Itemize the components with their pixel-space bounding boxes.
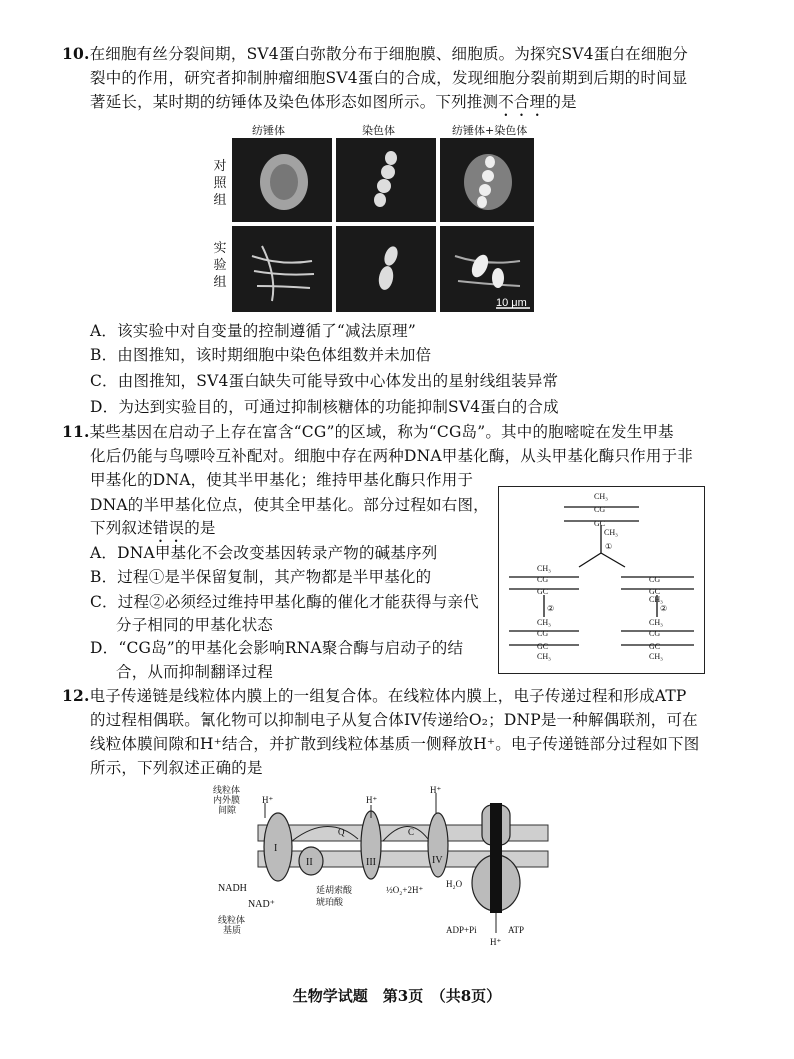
nadh-label: NADH xyxy=(218,883,247,894)
q10-number: 10. xyxy=(62,44,90,63)
cg-bl: CG xyxy=(537,629,549,638)
gc-left: GC xyxy=(537,587,549,596)
cg-right: CG xyxy=(649,575,661,584)
q11-emphasis: 错误 xyxy=(152,519,185,537)
q11-line2: 化后仍能与鸟嘌呤互补配对。细胞中存在两种DNA甲基化酶，从头甲基化酶只作用于非 xyxy=(90,447,693,465)
gc-right: GC xyxy=(649,587,661,596)
label-space-1: 线粒体 xyxy=(213,785,241,795)
q12-line3: 线粒体膜间隙和H⁺结合，并扩散到线粒体基质一侧释放H⁺。电子传递链部分过程如下图 xyxy=(90,735,700,753)
q10-line3 xyxy=(90,91,577,120)
adp-label: ADP+Pi xyxy=(446,925,477,935)
col-label-merged: 纺锤体+染色体 xyxy=(452,124,528,137)
q11-option-b: B．过程①是半保留复制，其产物都是半甲基化的 xyxy=(90,568,432,586)
row-label-experiment: 实 验 组 xyxy=(213,241,227,290)
ch3-right: CH₃ xyxy=(649,595,663,604)
q10-text: 在细胞有丝分裂间期，SV4蛋白弥散分布于细胞膜、细胞质。为探究SV4蛋白在细胞分 xyxy=(89,45,688,63)
q10-emphasis: 不合理 xyxy=(498,93,546,111)
quinone: Q xyxy=(338,827,345,837)
label-space-2: 内外膜 xyxy=(213,795,241,805)
atp-label: ATP xyxy=(508,925,525,935)
oxygen-label: ½O₂+2H⁺ xyxy=(386,885,424,895)
ch3-top-lower: CH₃ xyxy=(604,528,618,537)
hplus-2: H⁺ xyxy=(366,795,378,805)
methylation-diagram xyxy=(498,486,705,674)
succinate-label: 琥珀酸 xyxy=(316,897,344,907)
q11-option-c2: 分子相同的甲基化状态 xyxy=(116,616,274,634)
q11-option-a: A．DNA甲基化不会改变基因转录产物的碱基序列 xyxy=(90,544,438,562)
micro-panel-control-merged xyxy=(440,138,534,222)
q12-line4: 所示，下列叙述正确的是 xyxy=(90,759,263,777)
ch3-bl-top: CH₃ xyxy=(537,618,551,627)
q10-option-d: D．为达到实验目的，可通过抑制核糖体的功能抑制SV4蛋白的合成 xyxy=(90,398,559,416)
step1-label: ① xyxy=(605,542,613,551)
electron-transport-chain-figure xyxy=(208,783,568,963)
complex-i: I xyxy=(274,843,278,854)
fumarate-label: 延胡索酸 xyxy=(316,885,353,895)
water-label: H₂O xyxy=(446,879,463,889)
step2-left: ② xyxy=(547,604,555,613)
hplus-3: H⁺ xyxy=(430,785,442,795)
ch3-top: CH₃ xyxy=(594,492,608,501)
q12-line2: 的过程相偶联。氰化物可以抑制电子从复合体IV传递给O₂；DNP是一种解偶联剂，可在 xyxy=(90,711,698,729)
label-space-3: 间隙 xyxy=(218,805,237,815)
step2-right: ② xyxy=(660,604,668,613)
micro-panel-experiment-merged xyxy=(440,226,534,312)
cg-left: CG xyxy=(537,575,549,584)
ch3-bl-bottom: CH₃ xyxy=(537,652,551,661)
q10-line1 xyxy=(62,43,688,65)
gc-bl: GC xyxy=(537,642,549,651)
hplus-4: H⁺ xyxy=(490,937,502,947)
cg-br: CG xyxy=(649,629,661,638)
gc-top: GC xyxy=(594,519,606,528)
methylation-svg xyxy=(499,487,704,673)
q10-option-c: C．由图推知，SV4蛋白缺失可能导致中心体发出的星射线组装异常 xyxy=(90,372,559,390)
q11-line3: 甲基化的DNA，使其半甲基化；维持甲基化酶只作用于 xyxy=(90,471,474,489)
q11-option-d1: D．“CG岛”的甲基化会影响RNA聚合酶与启动子的结 xyxy=(90,639,464,657)
q12-line1 xyxy=(62,685,687,707)
q10-line3-a: 著延长，某时期的纺锤体及染色体形态如图所示。下列推测 xyxy=(90,93,499,111)
q11-text: 某些基因在启动子上存在富含“CG”的区域，称为“CG岛”。其中的胞嘧啶在发生甲基 xyxy=(89,423,674,441)
q10-line2: 裂中的作用，研究者抑制肿瘤细胞SV4蛋白的合成，发现细胞分裂前期到后期的时间显 xyxy=(90,69,688,87)
micro-panel-control-chromosome xyxy=(336,138,436,222)
q12-number: 12. xyxy=(62,686,90,705)
q10-option-b: B．由图推知，该时期细胞中染色体组数并未加倍 xyxy=(90,346,432,364)
micro-panel-experiment-chromosome xyxy=(336,226,436,312)
label-matrix-2: 基质 xyxy=(223,925,242,935)
ch3-br-bottom: CH₃ xyxy=(649,652,663,661)
q12-text: 电子传递链是线粒体内膜上的一组复合体。在线粒体内膜上，电子传递过程和形成ATP xyxy=(89,687,687,705)
col-label-spindle: 纺锤体 xyxy=(252,124,285,137)
complex-iv: IV xyxy=(432,855,443,866)
scale-bar-label: 10 μm xyxy=(496,297,527,309)
ch3-left: CH₃ xyxy=(537,564,551,573)
page-footer: 生物学试题 第3页 （共8页） xyxy=(292,987,502,1005)
nadplus-label: NAD⁺ xyxy=(248,899,275,910)
ch3-br-top: CH₃ xyxy=(649,618,663,627)
q11-number: 11. xyxy=(62,422,90,441)
q10-option-a: A．该实验中对自变量的控制遵循了“减法原理” xyxy=(90,322,416,340)
col-label-chromosome: 染色体 xyxy=(362,124,395,137)
q11-line1 xyxy=(62,421,674,443)
q11-line5-a: 下列叙述 xyxy=(90,519,153,537)
cytochrome-c: C xyxy=(408,827,415,837)
q11-option-c1: C．过程②必须经过维持甲基化酶的催化才能获得与亲代 xyxy=(90,593,479,611)
q11-line5-b: 的是 xyxy=(184,519,216,537)
label-matrix-1: 线粒体 xyxy=(218,915,246,925)
micro-panel-experiment-spindle xyxy=(232,226,332,312)
gc-br: GC xyxy=(649,642,661,651)
q10-line3-b: 的是 xyxy=(545,93,577,111)
micro-panel-control-spindle xyxy=(232,138,332,222)
cg-top: CG xyxy=(594,505,606,514)
microscopy-figure xyxy=(212,122,534,312)
etc-svg xyxy=(208,783,568,963)
complex-ii: II xyxy=(306,857,313,868)
q11-option-d2: 合，从而抑制翻译过程 xyxy=(116,663,274,681)
hplus-1: H⁺ xyxy=(262,795,274,805)
complex-iii: III xyxy=(366,857,376,868)
row-label-control: 对 照 组 xyxy=(213,159,227,208)
q11-line4: DNA的半甲基化位点，使其全甲基化。部分过程如右图， xyxy=(90,496,489,514)
